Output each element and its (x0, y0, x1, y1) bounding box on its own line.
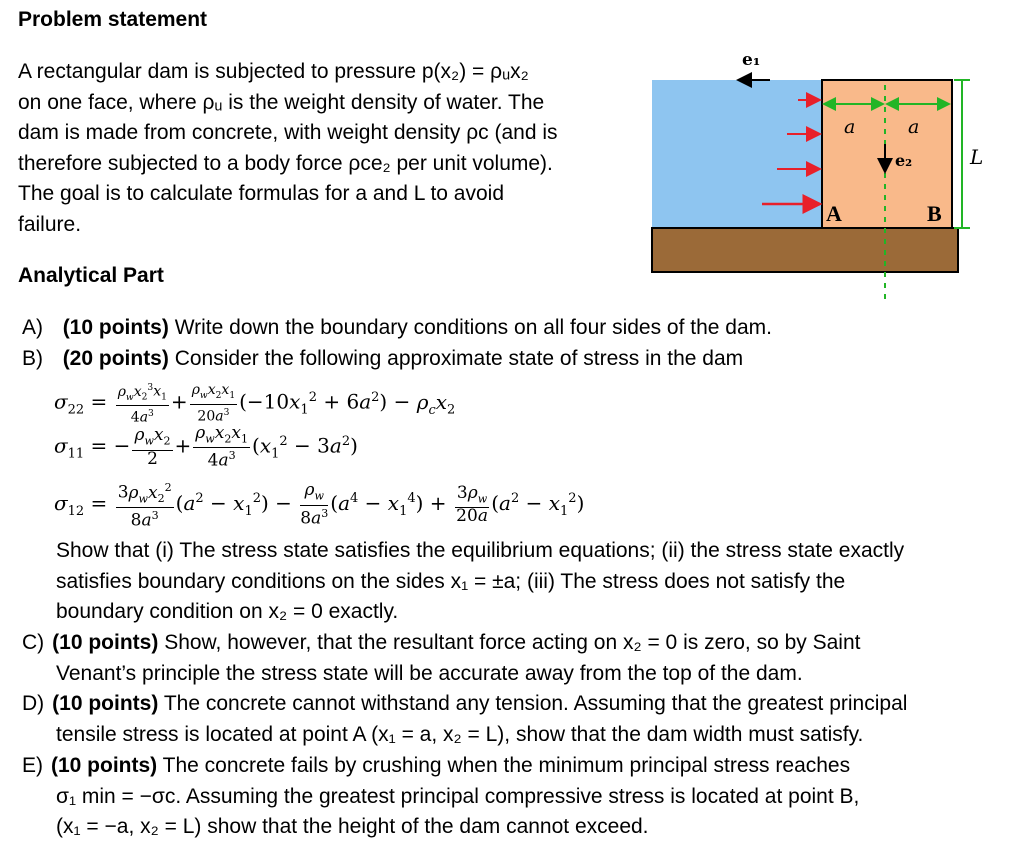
intro-line-3: dam is made from concrete, with weight density ρc (and is (18, 121, 558, 144)
part-b (22, 344, 1012, 375)
part-a-text: Write down the boundary conditions on all four sides of the dam. (174, 316, 772, 339)
equation-sigma11: $\sigma_{11}$ = − $\frac{\rho_wx_2}{2}$ + $\frac{\rho_wx_2x_1}{4a^3}$ $(x_1^2 - 3a^2)$ (54, 423, 358, 472)
analytical-heading: Analytical Part (18, 264, 164, 287)
part-a (22, 313, 1012, 344)
e2-label: e₂ (895, 151, 913, 170)
part-e-line1: The concrete fails by crushing when the minimum principal stress reaches (162, 754, 851, 777)
a-label-right: a (908, 116, 920, 138)
e1-label: e₁ (742, 50, 761, 70)
part-c-line2: Venant’s principle the stress state will be accurate away from the top of the dam. (56, 661, 803, 685)
water-region (652, 80, 822, 228)
point-B-label: B (927, 201, 942, 226)
intro-paragraph (18, 57, 620, 240)
part-e-line2: σ₁ min = −σc. Assuming the greatest principal compressive stress is located at point B, (56, 784, 860, 808)
L-label: L (970, 145, 984, 169)
dam-figure (640, 40, 984, 310)
equation-sigma22: $\sigma_{22}$ = $\frac{\rho_wx_2^3x_1}{4a^3}$ + $\frac{\rho_wx_2x_1}{20a^3}$ $(-10x_1^2 + 6a^2) - \rho_cx_2$ (54, 381, 456, 427)
part-b-letter: B) (22, 347, 43, 370)
part-b-show-line1: Show that (i) The stress state satisfies the equilibrium equations; (ii) the stress state exactly (56, 539, 905, 562)
part-b-text: Consider the following approximate state of stress in the dam (174, 347, 744, 370)
part-b-show (56, 536, 1001, 628)
problem-heading: Problem statement (18, 8, 208, 31)
part-e-line3: (x₁ = −a, x₂ = L) show that the height of the dam cannot exceed. (56, 815, 649, 838)
intro-line-5: The goal is to calculate formulas for a and L to avoid (18, 182, 504, 205)
part-b-points: (20 points) (62, 347, 169, 370)
part-d-points: (10 points) (52, 692, 159, 715)
a-label-left: a (844, 116, 856, 138)
point-A-label: A (826, 201, 842, 226)
part-e (22, 751, 1002, 843)
intro-line-6: failure. (18, 212, 82, 236)
part-e-points: (10 points) (51, 754, 158, 777)
part-e-letter: E) (22, 754, 43, 777)
part-d-line1: The concrete cannot withstand any tension. Assuming that the greatest principal (163, 692, 908, 715)
intro-line-1: A rectangular dam is subjected to pressure p(x₂) = ρᵤx₂ (18, 60, 529, 83)
part-d-letter: D) (22, 692, 45, 715)
part-a-letter: A) (22, 316, 43, 339)
equation-sigma12: $\sigma_{12}$ = $\frac{3\rho_wx_2^2}{8a^3}$ $(a^2 - x_1^2)$ − $\frac{\rho_w}{8a^3}$ $(a^4 - x_1^4)$ + $\frac{3\rho_w}{20a}$ $(a^2 - x_1^2)$ (54, 480, 585, 531)
part-c-points: (10 points) (52, 631, 159, 654)
part-d (22, 689, 1002, 750)
part-b-show-line2: satisfies boundary conditions on the sides x₁ = ±a; (iii) The stress does not satisfy the (56, 569, 846, 593)
intro-line-4: therefore subjected to a body force ρce₂ per unit volume). (18, 151, 553, 175)
part-b-show-line3: boundary condition on x₂ = 0 exactly. (56, 600, 399, 623)
part-c (22, 628, 1002, 689)
ground (652, 228, 958, 272)
intro-line-2: on one face, where ρᵤ is the weight density of water. The (18, 90, 545, 114)
part-c-line1: Show, however, that the resultant force acting on x₂ = 0 is zero, so by Saint (164, 631, 861, 654)
part-a-points: (10 points) (62, 316, 169, 339)
part-d-line2: tensile stress is located at point A (x₁ = a, x₂ = L), show that the dam width must satisfy. (56, 722, 864, 746)
part-c-letter: C) (22, 631, 45, 654)
